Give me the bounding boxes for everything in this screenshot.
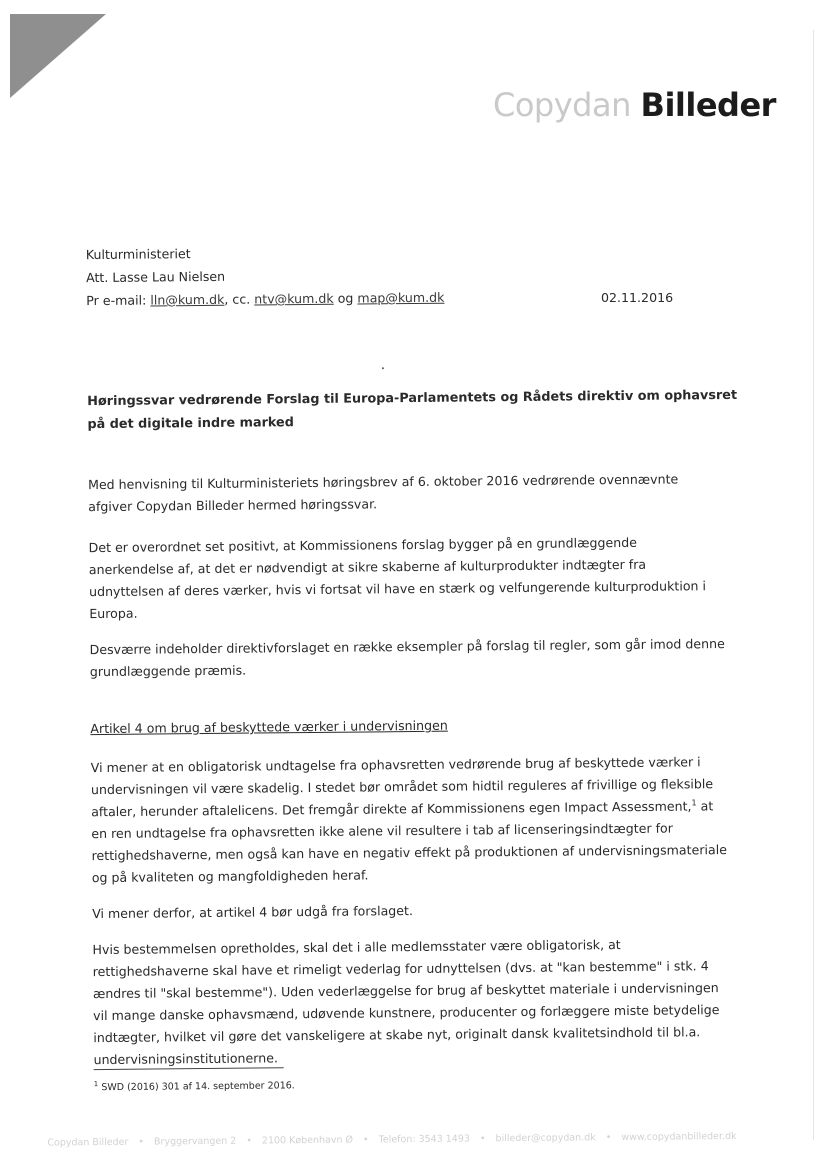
- email-sep-og: og: [333, 290, 358, 306]
- para3-line-3-tail: at: [696, 798, 714, 814]
- email-prefix: Pr e-mail:: [86, 292, 151, 309]
- footnote-divider: [94, 1067, 284, 1070]
- email-link-lln[interactable]: lln@kum.dk: [150, 291, 225, 308]
- email-link-ntv[interactable]: ntv@kum.dk: [254, 290, 334, 307]
- recipient-org: Kulturministeriet: [85, 246, 191, 263]
- footer-bullet: •: [246, 1135, 252, 1147]
- footer-city: 2100 København Ø: [261, 1134, 354, 1147]
- page-footer: [47, 1130, 787, 1148]
- para5-line-3: ændres til "skal bestemme"). Uden vederlæggelse for brug af beskyttet materiale i undervisningen: [92, 980, 719, 1002]
- logo-light-text: Copydan: [493, 86, 631, 124]
- footer-website: www.copydanbilleder.dk: [621, 1130, 737, 1144]
- footnote-ref: 1: [691, 798, 697, 808]
- footer-company: Copydan Billeder: [47, 1136, 129, 1149]
- para3-line-1: Vi mener at en obligatorisk undtagelse fra ophavsretten vedrørende brug af beskyttede værker i: [90, 754, 701, 776]
- section-heading-artikel-4: Artikel 4 om brug af beskyttede værker i undervisningen: [90, 717, 448, 737]
- letter-date: 02.11.2016: [601, 290, 674, 305]
- title-line-2: på det digitale indre marked: [87, 415, 294, 433]
- footer-bullet: •: [605, 1132, 612, 1144]
- email-link-map[interactable]: map@kum.dk: [357, 289, 445, 306]
- para5-line-6: undervisningsinstitutionerne.: [93, 1050, 278, 1068]
- title-line-1: Høringssvar vedrørende Forslag til Europa-Parlamentets og Rådets direktiv om ophavsret: [87, 387, 738, 410]
- para1-line-2: anerkendelse af, at det er nødvendigt at sikre skaberne af kulturprodukter indtægter fra: [88, 556, 647, 578]
- para1-line-3: udnyttelsen af deres værker, hvis vi fortsat vil have en stærk og velfungerende kulturproduktion i: [88, 578, 707, 600]
- para3-line-4: en ren undtagelse fra ophavsretten ikke alene vil resultere i tab af licenseringsindtægter for: [91, 820, 673, 842]
- para5-line-5: indtægter, hvilket vil gøre det vanskeligere at skabe nyt, originalt dansk kvalitetsindhold til bl.a.: [93, 1024, 701, 1046]
- stray-dot: [382, 367, 384, 369]
- para3-line-3: [91, 798, 713, 819]
- para5-line-1: Hvis bestemmelsen opretholdes, skal det i alle medlemsstater være obligatorisk, at: [92, 937, 621, 958]
- para3-line-5: rettighedshaverne, men også kan have en negativ effekt på produktionen af undervisningsmateriale: [91, 842, 727, 864]
- footer-bullet: •: [362, 1134, 369, 1146]
- email-sep-cc: , cc.: [224, 291, 255, 307]
- footnote-mark: 1: [93, 1080, 99, 1089]
- logo-bold-text: Billeder: [640, 86, 776, 124]
- para1-line-1: Det er overordnet set positivt, at Kommissionens forslag bygger på en grundlæggende: [88, 534, 637, 556]
- footnote-text: SWD (2016) 301 af 14. september 2016.: [98, 1080, 295, 1094]
- para3-line-2: undervisningen vil være skadelig. I stedet bør området som hidtil reguleres af frivillige og fleksible: [90, 776, 714, 798]
- recipient-email-line: [86, 290, 444, 308]
- recipient-att: Att. Lasse Lau Nielsen: [85, 268, 226, 286]
- para2-line-2: grundlæggende præmis.: [89, 662, 247, 680]
- intro-line-2: afgiver Copydan Billeder hermed høringssvar.: [88, 496, 378, 515]
- para4-line: Vi mener derfor, at artikel 4 bør udgå fra forslaget.: [92, 903, 414, 922]
- footer-address: Bryggervangen 2: [153, 1135, 237, 1148]
- para5-line-4: vil mange danske ophavsmænd, udøvende kunstnere, producenter og forlæggere miste betydelige: [93, 1002, 720, 1024]
- footer-email: billeder@copydan.dk: [495, 1132, 596, 1145]
- para2-line-1: Desværre indeholder direktivforslaget en række eksempler på forslag til regler, som går imod denne: [89, 636, 725, 658]
- footer-bullet: •: [138, 1136, 145, 1148]
- para3-line-6: og på kvaliteten og mangfoldigheden heraf.: [91, 867, 369, 886]
- intro-line-1: Med henvisning til Kulturministeriets høringsbrev af 6. oktober 2016 vedrørende ovennævnte: [87, 471, 679, 493]
- para5-line-2: rettighedshaverne skal have et rimeligt vederlag for udnyttelsen (dvs. at "kan bestemme" i stk. 4: [92, 958, 709, 980]
- footer-phone: Telefon: 3543 1493: [378, 1133, 470, 1146]
- footer-bullet: •: [479, 1133, 486, 1145]
- para1-line-4: Europa.: [89, 605, 138, 622]
- footnote: [94, 1078, 295, 1093]
- para3-line-3-text: aftaler, herunder aftalelicens. Det fremgår direkte af Kommissionens egen Impact Assessment,: [91, 798, 692, 820]
